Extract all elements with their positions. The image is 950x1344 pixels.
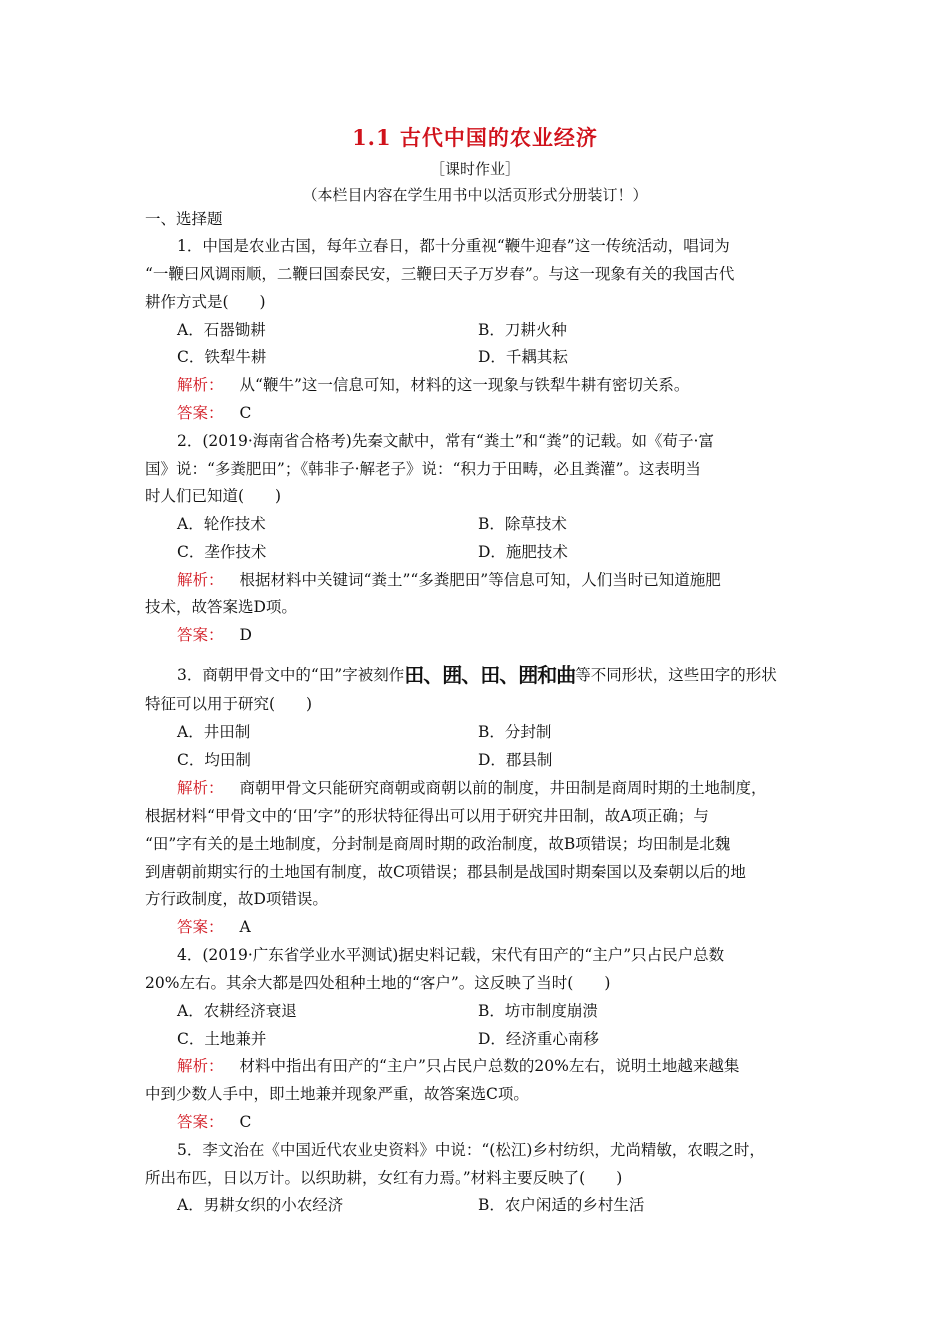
q2-option-c: C．垄作技术	[177, 543, 267, 561]
q1-line2: “一鞭曰风调雨顺，二鞭曰国泰民安，三鞭曰天子万岁春”。与这一现象有关的我国古代	[145, 265, 735, 283]
q4-option-b: B．坊市制度崩溃	[478, 1002, 598, 1020]
q5-line2: 所出布匹，日以万计。以织助耕，女红有力焉。”材料主要反映了( )	[145, 1169, 623, 1187]
q3-explanation-line4: 到唐朝前期实行的土地国有制度，故C项错误；郡县制是战国时期秦国以及秦朝以后的地	[145, 863, 746, 881]
q2-explanation-text: 根据材料中关键词“粪土”“多粪肥田”等信息可知，人们当时已知道施肥	[239, 571, 721, 589]
q4-explanation-line2: 中到少数人手中，即土地兼并现象严重，故答案选C项。	[145, 1085, 529, 1103]
q2-option-b: B．除草技术	[478, 515, 567, 533]
q4-option-d: D．经济重心南移	[478, 1030, 599, 1048]
q4-option-a: A．农耕经济衰退	[177, 1002, 297, 1020]
q4-answer-value: C	[239, 1113, 252, 1131]
q3-explanation-line2: 根据材料“甲骨文中的‘田’字”的形状特征得出可以用于研究井田制，故A项正确；与	[145, 807, 709, 825]
q3-explanation-text: 商朝甲骨文只能研究商朝或商朝以前的制度，井田制是商周时期的土地制度，	[239, 779, 767, 797]
q3-explanation	[177, 778, 767, 798]
q2-line2: 国》说：“多粪肥田”；《韩非子·解老子》说：“积力于田畴，必且粪灌”。这表明当	[145, 460, 701, 478]
q3-option-c: C．均田制	[177, 751, 251, 769]
q1-line1: 1．中国是农业古国，每年立春日，都十分重视“鞭牛迎春”这一传统活动，唱词为	[177, 237, 730, 255]
q5-option-b: B．农户闲适的乡村生活	[478, 1196, 645, 1214]
q3-option-a: A．井田制	[177, 723, 251, 741]
q1-line3: 耕作方式是( )	[145, 293, 266, 311]
q2-explanation	[177, 570, 721, 590]
q1-option-b: B．刀耕火种	[478, 321, 567, 339]
q2-line1: 2．(2019·海南省合格考)先秦文献中，常有“粪土”和“粪”的记载。如《荀子·富	[177, 432, 714, 450]
page-title: 1.1 古代中国的农业经济	[352, 125, 598, 150]
q1-explanation	[177, 375, 689, 395]
q1-option-c: C．铁犁牛耕	[177, 348, 267, 366]
q2-answer	[177, 625, 252, 645]
explanation-label: 解析：	[177, 571, 224, 589]
explanation-label: 解析：	[177, 376, 224, 394]
q2-option-a: A．轮作技术	[177, 515, 266, 533]
section-heading: 一、选择题	[145, 210, 223, 228]
q1-answer	[177, 403, 251, 423]
explanation-label: 解析：	[177, 779, 224, 797]
answer-label: 答案：	[177, 918, 224, 936]
q3-line1-end: 等不同形状，这些田字的形状	[575, 666, 777, 684]
q3-line1-start: 3．商朝甲骨文中的“田”字被刻作	[177, 666, 405, 684]
subtitle: ［课时作业］	[429, 160, 520, 178]
q1-option-a: A．石器锄耕	[177, 321, 266, 339]
q4-explanation	[177, 1056, 739, 1076]
q1-explanation-text: 从“鞭牛”这一信息可知，材料的这一现象与铁犁牛耕有密切关系。	[239, 376, 690, 394]
binding-note: （本栏目内容在学生用书中以活页形式分册装订！）	[302, 186, 648, 204]
answer-label: 答案：	[177, 1113, 224, 1131]
q3-explanation-line5: 方行政制度，故D项错误。	[145, 890, 328, 908]
q2-answer-value: D	[239, 626, 252, 644]
answer-label: 答案：	[177, 404, 224, 422]
explanation-label: 解析：	[177, 1057, 224, 1075]
q4-explanation-text: 材料中指出有田产的“主户”只占民户总数的20%左右，说明土地越来越集	[239, 1057, 740, 1075]
q3-answer-value: A	[239, 918, 251, 936]
q1-option-d: D．千耦其耘	[478, 348, 568, 366]
q3-explanation-line3: “田”字有关的是土地制度，分封制是商周时期的政治制度，故B项错误；均田制是北魏	[145, 835, 731, 853]
oracle-bone-glyphs: 田、囲、田、囲和曲	[404, 663, 576, 687]
q3-line2: 特征可以用于研究( )	[145, 695, 313, 713]
q3-option-d: D．郡县制	[478, 751, 553, 769]
q3-option-b: B．分封制	[478, 723, 552, 741]
q4-option-c: C．土地兼并	[177, 1030, 267, 1048]
q3-answer	[177, 917, 251, 937]
q4-line2: 20%左右。其余大都是四处租种土地的“客户”。这反映了当时( )	[145, 974, 611, 992]
q5-option-a: A．男耕女织的小农经济	[177, 1196, 344, 1214]
q2-option-d: D．施肥技术	[478, 543, 568, 561]
answer-label: 答案：	[177, 626, 224, 644]
q5-line1: 5．李文治在《中国近代农业史资料》中说：“(松江)乡村纺织，尤尚精敏，农暇之时，	[177, 1141, 765, 1159]
q3-line1	[177, 665, 777, 685]
q1-answer-value: C	[239, 404, 252, 422]
q4-line1: 4．(2019·广东省学业水平测试)据史料记载，宋代有田产的“主户”只占民户总数	[177, 946, 725, 964]
q2-line3: 时人们已知道( )	[145, 487, 282, 505]
q2-explanation-line2: 技术，故答案选D项。	[145, 598, 297, 616]
q4-answer	[177, 1112, 251, 1132]
